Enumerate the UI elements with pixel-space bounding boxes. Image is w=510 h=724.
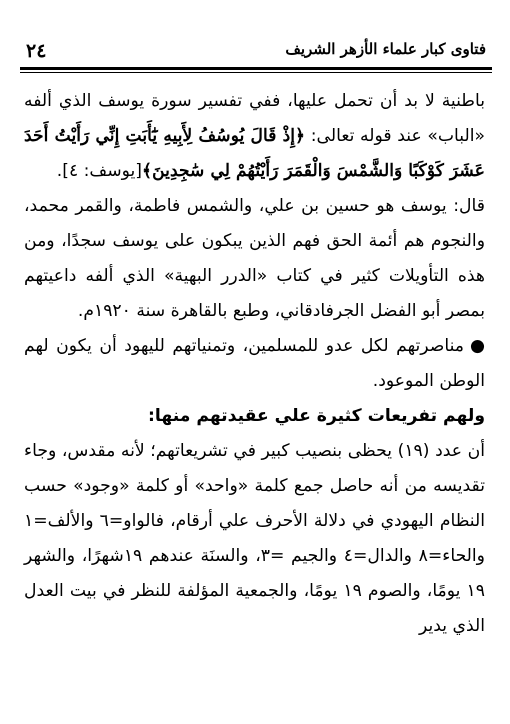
verse-reference: [يوسف: ٤]. (56, 161, 142, 181)
header-rule (20, 67, 492, 70)
running-title: فتاوى كبار علماء الأزهر الشريف (285, 40, 486, 58)
paragraph-interpretation: قال: يوسف هو حسين بن علي، والشمس فاطمة، والقمر محمد، والنجوم هم أئمة الحق فهم الذين يبكون على يوسف سجدًا، ومن هذه التأويلات كثير في كتاب «الدرر البهية» الذي ألفه داعيتهم بمصر أبو الفضل الجرفادقاني، وطبع بالقاهرة سنة ١٩٢٠م. (24, 196, 485, 321)
paragraph-intro: باطنية لا بد أن تحمل عليها، ففي تفسير سورة يوسف الذي ألفه «الباب» عند قوله تعالى: (24, 91, 485, 146)
bullet-icon: ● (470, 336, 485, 356)
paragraph-verse (24, 84, 485, 189)
paragraph-number-19: أن عدد (١٩) يحظى بنصيب كبير في تشريعاتهم؛ لأنه مقدس، وجاء تقديسه من أنه حاصل جمع كلمة «واحد» أو كلمة «وجود» حسب النظام اليهودي في دلالة الأحرف علي أرقام، فالواو=٦ والألف=١ والحاء=٨ والدال=٤ والجيم =٣، والسنَة عندهم ١٩شهرًا، والشهر ١٩ يومًا، والصوم ١٩ يومًا، والجمعية المؤلفة للنظر في بيت العدل الذي يدير (24, 441, 486, 636)
quran-verse: ﴿إِذْ قَالَ يُوسُفُ لِأَبِيهِ يَٰٓأَبَتِ إِنِّي رَأَيْتُ أَحَدَ عَشَرَ كَوْكَبًا وَالشَّمْسَ وَالْقَمَرَ رَأَيْتُهُمْ لِي سَٰجِدِينَ﴾ (24, 126, 485, 181)
page-header (20, 38, 492, 72)
header-rule-thin (20, 72, 492, 73)
bullet-text: مناصرتهم لكل عدو للمسلمين، وتمنياتهم لليهود أن يكون لهم الوطن الموعود. (24, 336, 485, 391)
page-body (24, 84, 485, 644)
bullet-item (24, 329, 485, 399)
page-number: ٢٤ (26, 40, 47, 62)
section-heading: ولهم تفريعات كثيرة علي عقيدتهم منها: (148, 406, 485, 426)
